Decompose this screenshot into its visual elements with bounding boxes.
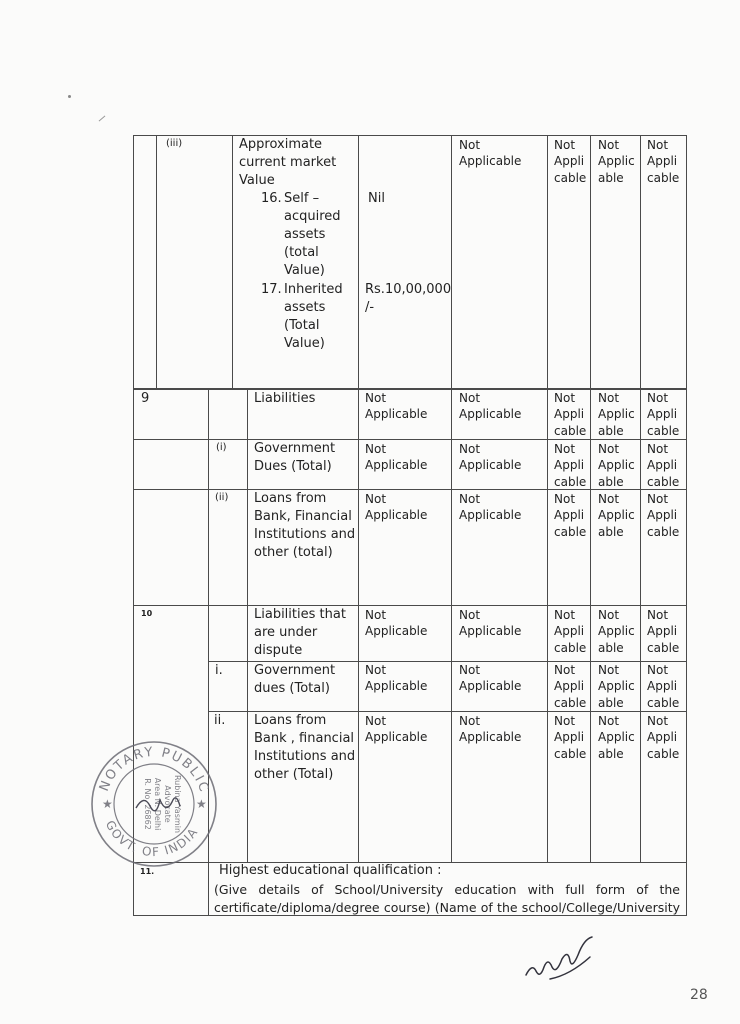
cell-text: Applicable <box>459 508 522 522</box>
cell-text: Not <box>365 663 387 677</box>
cell-text: able <box>598 696 624 710</box>
cell-text: Applicable <box>459 730 522 744</box>
cell-text: Not <box>459 391 481 405</box>
cell-text: Not <box>554 608 576 622</box>
cell-text: Not <box>647 442 669 456</box>
cell-text: Not <box>647 608 669 622</box>
cell-text: cable <box>647 525 680 539</box>
cell-text: able <box>598 525 624 539</box>
cell-text: Applicable <box>459 154 522 168</box>
cell-text: Not <box>554 391 576 405</box>
stamp-ring-top: NOTARY PUBLIC <box>96 744 212 796</box>
divider <box>547 135 548 389</box>
cell-text: Appli <box>554 407 585 421</box>
row-label: Liabilities that <box>254 607 346 622</box>
cell-text: Not <box>598 714 620 728</box>
qualification-heading: Highest educational qualification : <box>219 863 442 878</box>
cell-text: cable <box>647 641 680 655</box>
cell-text: cable <box>554 696 587 710</box>
cell-text: able <box>598 171 624 185</box>
row-label: Liabilities <box>254 391 316 406</box>
cell-text: Applic <box>598 407 635 421</box>
cell-text: cable <box>554 424 587 438</box>
cell-text: Applicable <box>459 458 522 472</box>
row-divider <box>133 605 687 606</box>
item-16-text: (total <box>284 245 319 260</box>
cell-text: Appli <box>554 154 585 168</box>
item-17-text: (Total <box>284 318 320 333</box>
item-16-number: 16. <box>261 191 282 206</box>
cell-text: Appli <box>647 154 678 168</box>
page-number: 28 <box>690 987 708 1003</box>
cell-text: Not <box>647 138 669 152</box>
star-icon: ★ <box>102 797 113 811</box>
item-16-text: assets <box>284 227 326 242</box>
cell-text: Not <box>459 138 481 152</box>
row-label: dispute <box>254 643 303 658</box>
cell-text: Appli <box>554 730 585 744</box>
signature <box>520 935 600 985</box>
row-number: 11. <box>140 867 155 876</box>
cell-text: Not <box>598 492 620 506</box>
cell-text: Not <box>365 714 387 728</box>
cell-text: Applicable <box>365 508 428 522</box>
cell-text: Not <box>647 714 669 728</box>
divider <box>590 135 591 389</box>
divider <box>640 135 641 389</box>
sub-number: (i) <box>216 442 227 453</box>
cell-text: Not <box>647 391 669 405</box>
cell-text: cable <box>647 171 680 185</box>
cell-text: cable <box>647 424 680 438</box>
row-label: Government <box>254 441 336 456</box>
cell-text: Appli <box>554 458 585 472</box>
divider <box>156 135 157 389</box>
cell-text: cable <box>554 171 587 185</box>
item-16-text: Value) <box>284 263 325 278</box>
cell-text: Applic <box>598 458 635 472</box>
divider <box>547 389 548 862</box>
cell-text: Applic <box>598 679 635 693</box>
cell-text: Appli <box>554 508 585 522</box>
divider <box>590 389 591 862</box>
qualification-instruction: certificate/diploma/degree course) (Name of the school/College/University <box>214 900 680 915</box>
cell-text: cable <box>647 696 680 710</box>
divider <box>247 389 248 862</box>
cell-text: cable <box>647 475 680 489</box>
cell-text: Not <box>554 663 576 677</box>
item-16-text: acquired <box>284 209 341 224</box>
cell-text: Applicable <box>459 679 522 693</box>
cell-text: Applic <box>598 730 635 744</box>
cell-text: Appli <box>647 508 678 522</box>
heading-line: Approximate <box>239 137 323 152</box>
stamp-reg: R. No. 26862 <box>143 778 152 830</box>
row-label: Dues (Total) <box>254 459 332 474</box>
cell-text: Applicable <box>459 407 522 421</box>
heading-line: current market <box>239 155 337 170</box>
cell-text: Not <box>459 492 481 506</box>
serial-iii: (iii) <box>166 138 183 149</box>
item-16-value: Nil <box>368 191 385 206</box>
sub-number: i. <box>215 663 223 678</box>
cell-text: Not <box>365 492 387 506</box>
cell-text: cable <box>554 641 587 655</box>
cell-text: Not <box>459 714 481 728</box>
cell-text: able <box>598 641 624 655</box>
divider <box>358 389 359 862</box>
cell-text: Not <box>598 442 620 456</box>
cell-text: Applicable <box>365 407 428 421</box>
stamp-ring-bottom: GOVT. OF INDIA <box>102 818 201 860</box>
sub-number: (ii) <box>215 492 229 503</box>
sub-number: ii. <box>214 713 226 728</box>
cell-text: Not <box>598 138 620 152</box>
cell-text: Not <box>365 608 387 622</box>
cell-text: Applicable <box>365 730 428 744</box>
row-label: Institutions and <box>254 527 356 542</box>
star-icon: ★ <box>196 797 207 811</box>
cell-text: cable <box>554 747 587 761</box>
row-number: 9 <box>141 391 150 406</box>
cell-text: able <box>598 747 624 761</box>
cell-text: Applicable <box>365 624 428 638</box>
cell-text: Not <box>598 663 620 677</box>
scan-mark <box>99 116 106 122</box>
cell-text: Not <box>598 608 620 622</box>
row-label: Government <box>254 663 336 678</box>
row-label: Institutions and <box>254 749 356 764</box>
row-number: 10 <box>141 609 153 618</box>
divider <box>232 135 233 389</box>
cell-text: Not <box>554 442 576 456</box>
row-label: Loans from <box>254 491 327 506</box>
cell-text: able <box>598 475 624 489</box>
item-17-text: Inherited <box>284 282 343 297</box>
cell-text: able <box>598 424 624 438</box>
stamp-role: Advocate <box>163 785 172 823</box>
row-label: Bank , financial <box>254 731 355 746</box>
cell-text: Appli <box>554 624 585 638</box>
item-17-text: Value) <box>284 336 325 351</box>
cell-text: Not <box>647 492 669 506</box>
cell-text: Applicable <box>365 458 428 472</box>
row-label: Loans from <box>254 713 327 728</box>
item-16-text: Self – <box>284 191 320 206</box>
cell-text: Not <box>554 714 576 728</box>
stamp-name: Rubina Yasmin <box>173 774 182 834</box>
cell-text: Not <box>459 608 481 622</box>
cell-text: cable <box>554 525 587 539</box>
item-17-number: 17. <box>261 282 282 297</box>
item-17-value: Rs.10,00,000 <box>365 282 452 297</box>
cell-text: Appli <box>647 407 678 421</box>
cell-text: Not <box>647 663 669 677</box>
cell-text: Not <box>459 663 481 677</box>
row-label: are under <box>254 625 318 640</box>
cell-text: Not <box>554 492 576 506</box>
row-label: other (Total) <box>254 767 334 782</box>
cell-text: Applic <box>598 508 635 522</box>
notary-stamp <box>88 738 220 870</box>
cell-text: Not <box>365 442 387 456</box>
cell-text: Applic <box>598 624 635 638</box>
cell-text: cable <box>554 475 587 489</box>
divider <box>451 135 452 389</box>
cell-text: Not <box>598 391 620 405</box>
cell-text: Appli <box>647 730 678 744</box>
row-label: dues (Total) <box>254 681 330 696</box>
cell-text: Appli <box>554 679 585 693</box>
cell-text: Applicable <box>459 624 522 638</box>
item-17-value: /- <box>365 300 375 315</box>
cell-text: Applic <box>598 154 635 168</box>
heading-line: Value <box>239 173 275 188</box>
row-label: Bank, Financial <box>254 509 352 524</box>
cell-text: cable <box>647 747 680 761</box>
divider <box>358 135 359 389</box>
qualification-instruction: (Give details of School/University education with full form of the <box>214 882 680 897</box>
cell-text: Appli <box>647 624 678 638</box>
cell-text: Not <box>459 442 481 456</box>
scan-mark <box>68 95 71 98</box>
divider <box>451 389 452 862</box>
item-17-text: assets <box>284 300 326 315</box>
cell-text: Applicable <box>365 679 428 693</box>
cell-text: Appli <box>647 458 678 472</box>
divider <box>640 389 641 862</box>
cell-text: Not <box>554 138 576 152</box>
stamp-area: Area N. Delhi <box>153 777 162 831</box>
cell-text: Appli <box>647 679 678 693</box>
row-label: other (total) <box>254 545 333 560</box>
cell-text: Not <box>365 391 387 405</box>
